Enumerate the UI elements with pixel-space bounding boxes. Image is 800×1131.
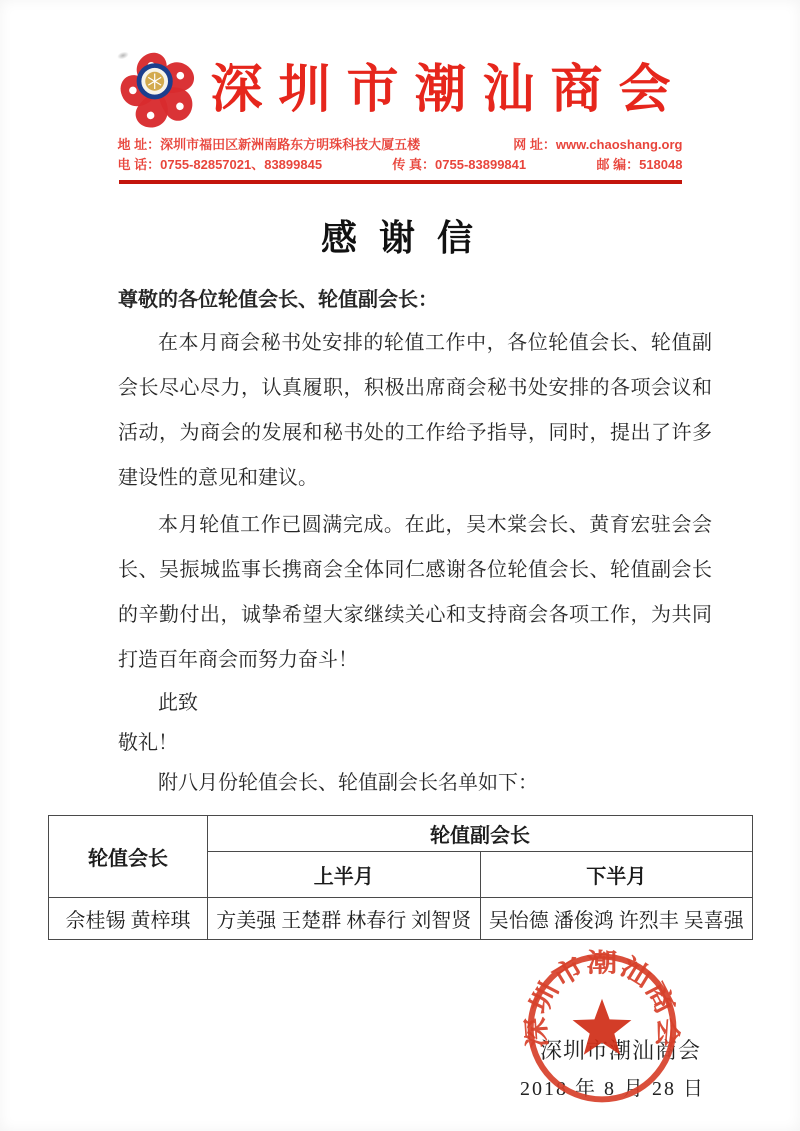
contact-info [118,135,683,175]
letterhead [0,0,800,132]
address: 地 址：深圳市福田区新洲南路东方明珠科技大厦五楼 [117,137,421,152]
org-name: 深圳市潮汕商会 [210,62,687,119]
presidents-cell: 佘桂锡 黄梓琪 [49,898,208,940]
fax: 传 真：0755-83899841 [392,157,527,172]
second-half-header-cell: 下半月 [480,852,753,898]
closing-line-1: 此致 [158,692,198,714]
closing-line-2: 敬礼！ [118,732,178,754]
salutation: 尊敬的各位轮值会长、轮值副会长： [118,289,438,311]
first-half-header-cell: 上半月 [208,852,481,898]
duty-roster-table [48,815,753,940]
contact-line-2 [118,155,683,175]
attachment-intro: 附八月份轮值会长、轮值副会长名单如下： [158,772,538,794]
signature-block [450,942,740,1122]
stamp-arc-text: 深圳市潮汕商会 [521,948,683,1050]
chamber-logo-flower-icon [113,46,205,132]
table-header-row-1 [49,816,753,852]
paragraph-1: 在本月商会秘书处安排的轮值工作中，各位轮值会长、轮值副会长尽心尽力，认真履职，积极出席商会秘书处安排的各项会议和活动，为商会的发展和秘书处的工作给予指导，同时，提出了许多建设性的意见和建议。 [118,332,712,489]
official-seal-stamp [516,942,688,1114]
president-header-cell: 轮值会长 [49,816,208,898]
header-divider [119,180,682,184]
postcode: 邮 编：518048 [596,157,683,172]
vice-president-header-cell: 轮值副会长 [208,816,753,852]
website: 网 址：www.chaoshang.org [513,137,683,152]
logo-emblem [137,63,173,99]
second-half-vices-cell: 吴怡德 潘俊鸿 许烈丰 吴喜强 [480,898,753,940]
letter-title: 感 谢 信 [320,217,479,258]
table-row [49,898,753,940]
signature-date: 2018 年 8 月 28 日 [520,1078,705,1100]
contact-line-1 [118,135,683,155]
phone: 电 话：0755-82857021、83899845 [117,157,323,172]
signature-org-name: 深圳市潮汕商会 [540,1038,702,1063]
first-half-vices-cell: 方美强 王楚群 林春行 刘智贤 [208,898,481,940]
letter-body [0,281,800,803]
stamp-star-icon [573,999,632,1055]
paragraph-2: 本月轮值工作已圆满完成。在此，吴木棠会长、黄育宏驻会会长、吴振城监事长携商会全体同仁感谢各位轮值会长、轮值副会长的辛勤付出，诚挚希望大家继续关心和支持商会各项工作，为共同打造百年商会而努力奋斗！ [118,514,712,671]
